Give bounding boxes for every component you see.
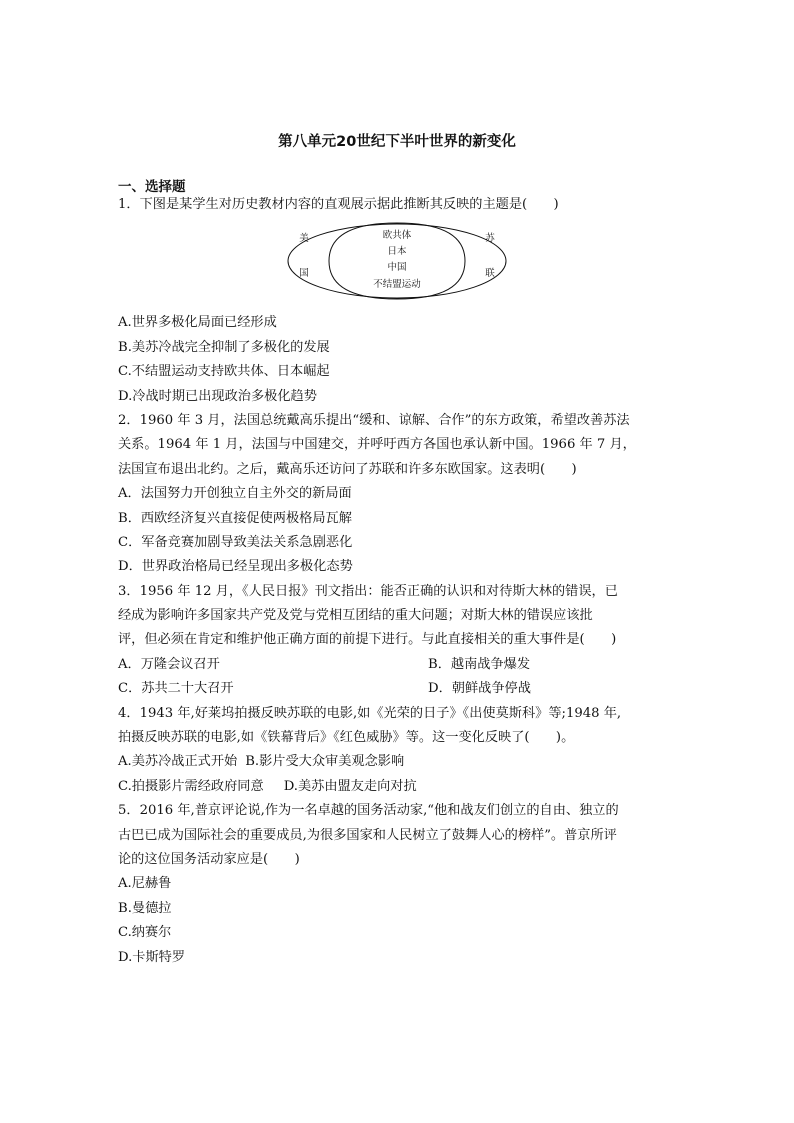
question-3 xyxy=(118,580,680,702)
question-2-stem: 关系。1964 年 1 月，法国与中国建交，并呼吁西方各国也承认新中国。1966 年 7 月， xyxy=(118,437,636,453)
question-5-stem: 论的这位国务活动家应是( ) xyxy=(118,851,300,867)
option-row xyxy=(118,750,680,774)
option-b: B.影片受大众审美观念影响 xyxy=(245,754,405,770)
option-d: D.美苏由盟友走向对抗 xyxy=(283,778,417,794)
question-list xyxy=(118,193,680,970)
question-4-stem: 4．1943 年,好莱坞拍摄反映苏联的电影,如《光荣的日子》《出使莫斯科》等;1948 年, xyxy=(118,705,622,721)
option-row xyxy=(118,677,680,701)
option-b: B．西欧经济复兴直接促使两极格局瓦解 xyxy=(118,510,352,526)
diagram-svg xyxy=(286,221,508,301)
option-a: A．万隆会议召开 xyxy=(118,656,220,672)
page-title: 第八单元20世纪下半叶世界的新变化 xyxy=(278,134,516,150)
question-1-stem: 1．下图是某学生对历史教材内容的直观展示据此推断其反映的主题是( ) xyxy=(118,197,559,212)
world-pattern-diagram xyxy=(118,221,680,303)
question-5 xyxy=(118,799,680,970)
diagram-center-item: 日本 xyxy=(387,246,407,258)
option-c: C.纳赛尔 xyxy=(118,925,172,941)
question-5-stem: 5．2016 年,普京评论说,作为一名卓越的国务活动家,“他和战友们创立的自由、独立的 xyxy=(118,803,619,819)
question-4-stem: 拍摄反映苏联的电影,如《铁幕背后》《红色威胁》等。这一变化反映了( )。 xyxy=(118,730,575,746)
option-c: C.不结盟运动支持欧共体、日本崛起 xyxy=(118,364,330,380)
option-b: B．越南战争爆发 xyxy=(428,656,531,672)
diagram-right-bottom: 联 xyxy=(485,268,495,280)
option-d: D.冷战时期已出现政治多极化趋势 xyxy=(118,388,317,404)
option-c: C.拍摄影片需经政府同意 xyxy=(118,778,264,794)
option-row xyxy=(118,653,680,677)
question-4 xyxy=(118,702,680,800)
diagram-center-item: 欧共体 xyxy=(382,230,412,242)
option-d: D．世界政治格局已经呈现出多极化态势 xyxy=(118,559,353,575)
question-2-stem: 2．1960 年 3 月，法国总统戴高乐提出“缓和、谅解、合作”的东方政策，希望改善苏法 xyxy=(118,412,630,428)
option-c: C．苏共二十大召开 xyxy=(118,681,234,697)
diagram-left-top: 美 xyxy=(299,233,309,245)
diagram-left-bottom: 国 xyxy=(299,268,309,280)
option-d: D．朝鲜战争停战 xyxy=(428,681,531,697)
question-2-stem: 法国宣布退出北约。之后，戴高乐还访问了苏联和许多东欧国家。这表明( ) xyxy=(118,461,577,477)
question-2 xyxy=(118,409,680,580)
question-3-stem: 3．1956 年 12 月，《人民日报》刊文指出：能否正确的认识和对待斯大林的错误，已 xyxy=(118,583,618,599)
question-1 xyxy=(118,193,680,409)
section-title: 一、选择题 xyxy=(118,179,186,195)
option-c: C．军备竞赛加剧导致美法关系急剧恶化 xyxy=(118,534,353,550)
option-b: B.曼德拉 xyxy=(118,900,172,916)
diagram-center-item: 中国 xyxy=(387,262,407,274)
diagram-right-top: 苏 xyxy=(485,233,495,245)
option-a: A.美苏冷战正式开始 xyxy=(118,754,238,770)
option-a: A.尼赫鲁 xyxy=(118,876,172,892)
option-d: D.卡斯特罗 xyxy=(118,949,186,965)
diagram-center-item: 不结盟运动 xyxy=(373,279,421,291)
question-3-stem: 评，但必须在肯定和维护他正确方面的前提下进行。与此直接相关的重大事件是( ) xyxy=(118,632,617,648)
option-b: B.美苏冷战完全抑制了多极化的发展 xyxy=(118,339,330,355)
question-3-stem: 经成为影响许多国家共产党及党与党相互团结的重大问题；对斯大林的错误应该批 xyxy=(118,608,593,624)
option-a: A.世界多极化局面已经形成 xyxy=(118,315,277,331)
option-row xyxy=(118,775,680,799)
question-5-stem: 古巴已成为国际社会的重要成员,为很多国家和人民树立了鼓舞人心的榜样”。普京所评 xyxy=(118,827,617,843)
option-a: A．法国努力开创独立自主外交的新局面 xyxy=(118,486,352,502)
